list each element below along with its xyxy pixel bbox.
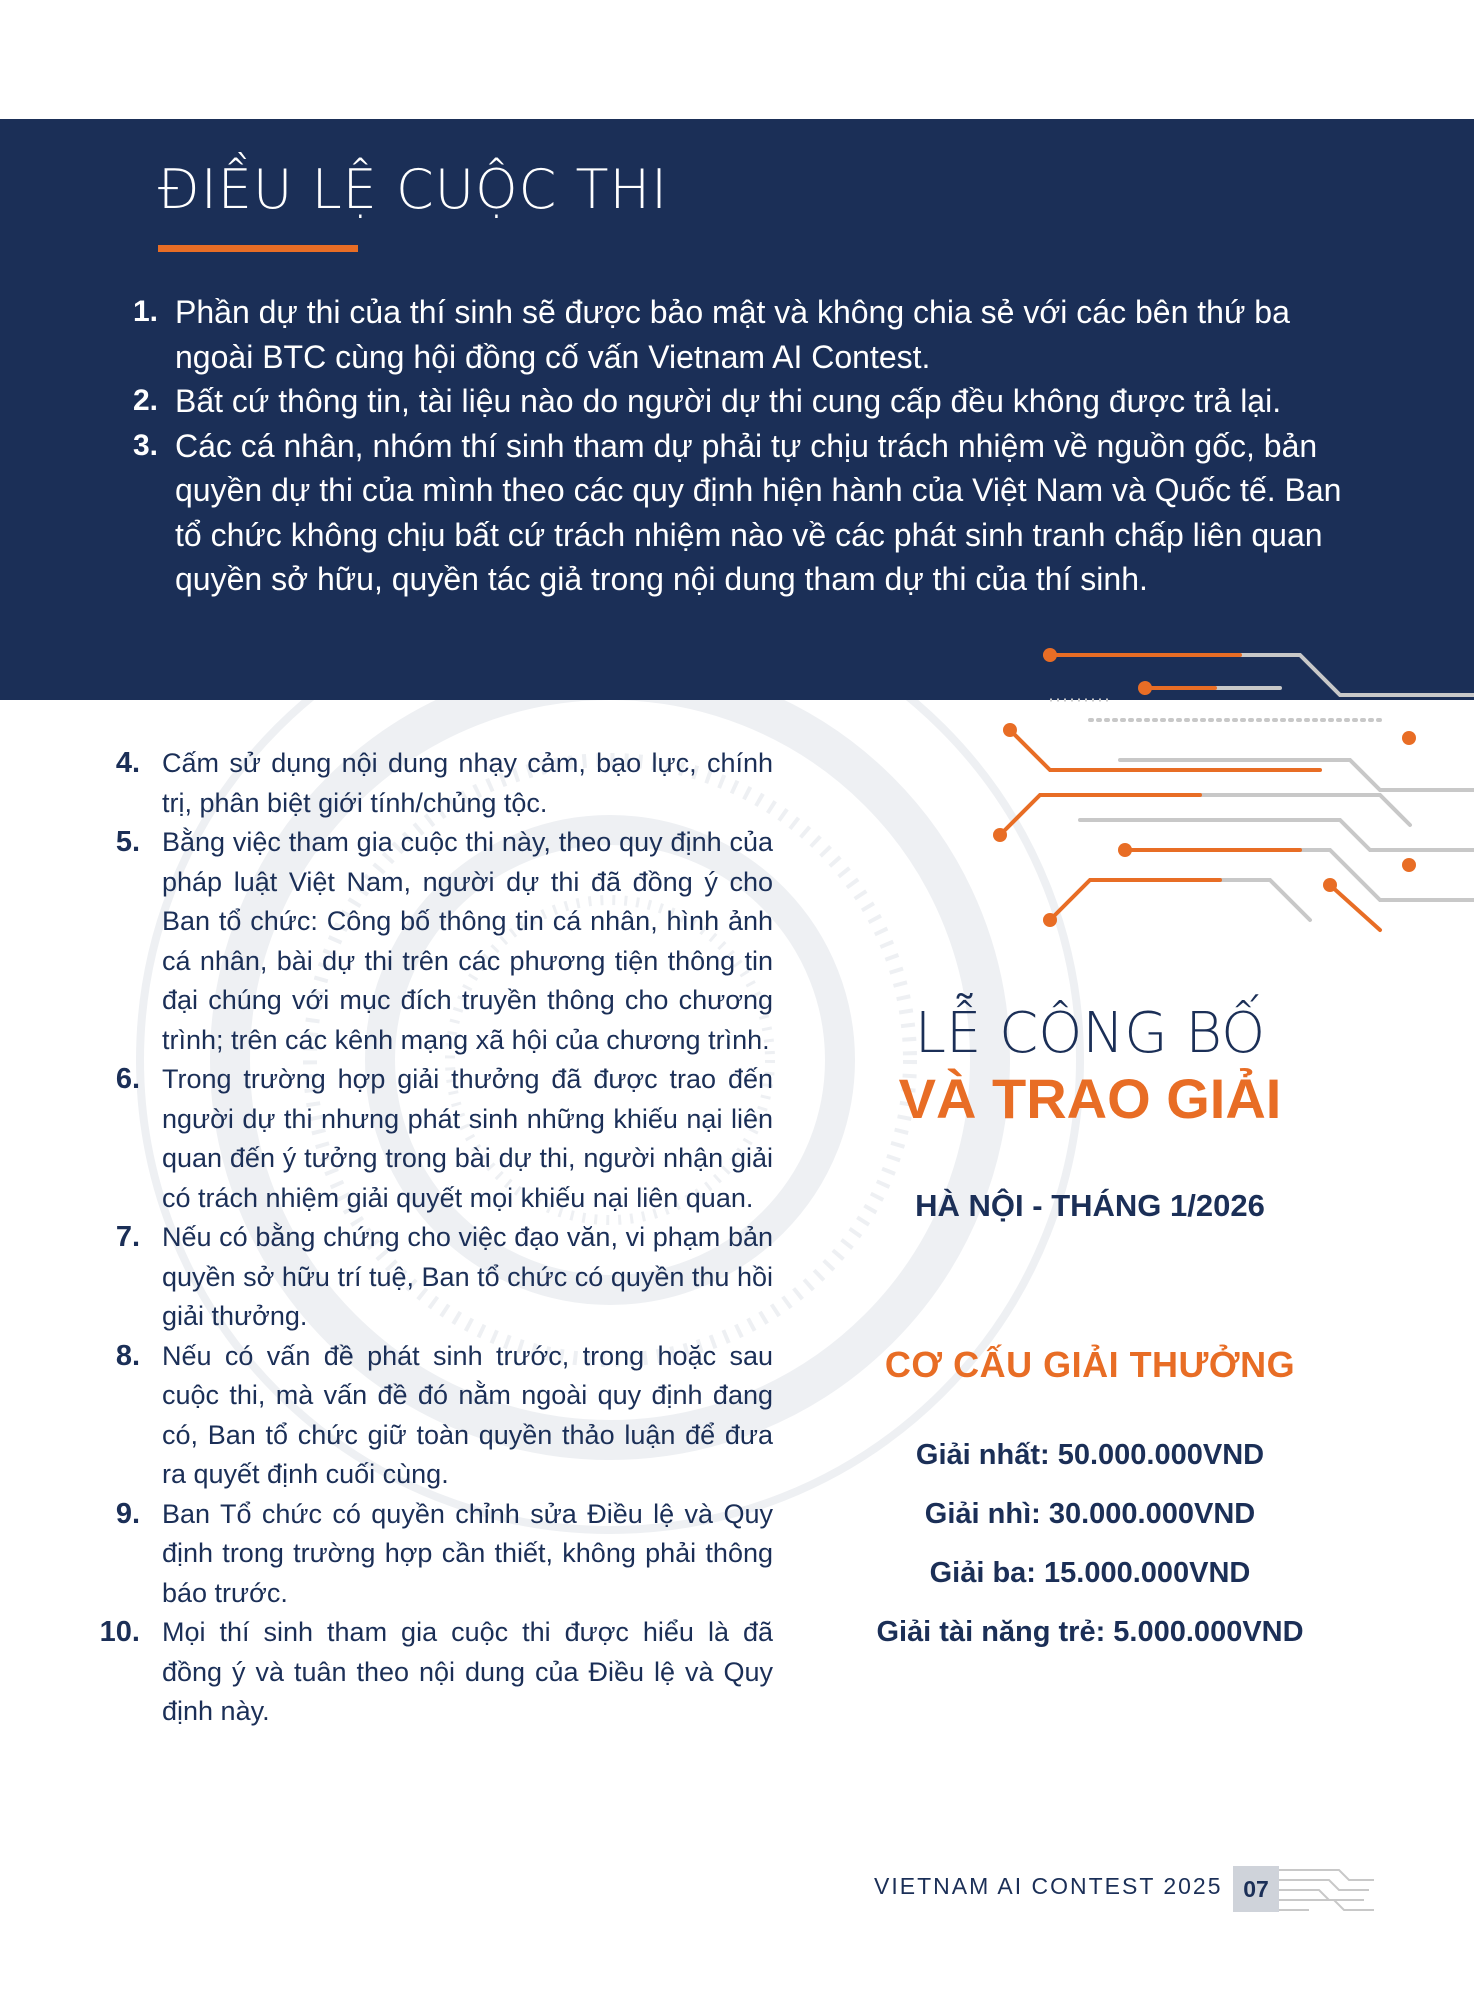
ceremony-section xyxy=(820,1000,1360,1662)
prize-item: Giải nhì: 30.000.000VND xyxy=(924,1498,1256,1531)
event-date: HÀ NỘI - THÁNG 1/2026 xyxy=(915,1188,1265,1224)
circuit-node xyxy=(1323,878,1337,892)
item-text: Bất cứ thông tin, tài liệu nào do người dự thi cung cấp đều không được trả lại. xyxy=(175,383,1282,419)
prize-item: Giải ba: 15.000.000VND xyxy=(929,1557,1251,1590)
circuit-trace xyxy=(1010,730,1320,770)
item-number: 8. xyxy=(115,1339,140,1372)
item-text: Nếu có bằng chứng cho việc đạo văn, vi phạm bản quyền sở hữu trí tuệ, Ban tổ chức có quyền thu hồi giải thưởng. xyxy=(162,1222,773,1331)
item-number: 2. xyxy=(132,384,158,417)
circuit-node xyxy=(1118,843,1132,857)
page-number: 07 xyxy=(1233,1866,1279,1912)
item-text: Trong trường hợp giải thưởng đã được trao đến người dự thi nhưng phát sinh những khiếu nại liên quan đến ý tưởng trong bài dự thi, người nhận giải có trách nhiệm giải quyết mọi khiếu nại liên quan. xyxy=(162,1064,773,1213)
circuit-node xyxy=(1003,723,1017,737)
list-item xyxy=(88,1218,773,1337)
circuit-trace xyxy=(1000,795,1200,835)
prize-item: Giải tài năng trẻ: 5.000.000VND xyxy=(876,1616,1304,1649)
list-item xyxy=(88,1060,773,1218)
circuit-trace xyxy=(1050,880,1220,920)
item-number: 4. xyxy=(115,747,140,779)
ceremony-title-line2: VÀ TRAO GIẢI xyxy=(898,1067,1282,1131)
list-item xyxy=(88,1337,773,1495)
list-item xyxy=(88,823,773,1060)
item-number: 10. xyxy=(99,1616,140,1648)
item-text: Cấm sử dụng nội dung nhạy cảm, bạo lực, chính trị, phân biệt giới tính/chủng tộc. xyxy=(162,748,773,818)
circuit-node xyxy=(1402,858,1416,872)
item-number: 3. xyxy=(132,428,158,462)
circuit-trace xyxy=(1080,820,1474,850)
prize-heading: CƠ CẤU GIẢI THƯỞNG xyxy=(884,1344,1296,1386)
ceremony-title-line1: LỄ CÔNG BỐ xyxy=(914,1001,1266,1066)
prize-list xyxy=(820,1426,1360,1662)
list-item xyxy=(88,744,773,823)
item-text: Các cá nhân, nhóm thí sinh tham dự phải tự chịu trách nhiệm về nguồn gốc, bản quyền dự thi của mình theo các quy định hiện hành của Việt Nam và Quốc tế. Ban tổ chức không chịu bất cứ trách nhiệm nào về các phát sinh tranh chấp liên quan quyền sở hữu, quyền tác giả trong nội dung tham dự thi của thí sinh. xyxy=(175,427,1342,597)
item-text: Mọi thí sinh tham gia cuộc thi được hiểu là đã đồng ý và tuân theo nội dung của Điều lệ và Quy định này. xyxy=(162,1617,773,1726)
item-number: 7. xyxy=(115,1221,140,1253)
item-text: Bằng việc tham gia cuộc thi này, theo quy định của pháp luật Việt Nam, người dự thi đã đồng ý cho Ban tổ chức: Công bố thông tin cá nhân, hình ảnh cá nhân, bài dự thi trên các phương tiện thông tin đại chúng với mục đích truyền thông cho chương trình; trên các kênh mạng xã hội của chương trình. xyxy=(162,827,773,1055)
circuit-node xyxy=(1043,648,1057,662)
circuit-node xyxy=(1402,731,1416,745)
circuit-node xyxy=(993,828,1007,842)
rules-list-left xyxy=(88,744,773,1732)
item-number: 9. xyxy=(115,1497,140,1530)
circuit-node xyxy=(1043,913,1057,927)
item-text: Phần dự thi của thí sinh sẽ được bảo mật và không chia sẻ với các bên thứ ba ngoài BTC cùng hội đồng cố vấn Vietnam AI Contest. xyxy=(175,294,1290,375)
footer-circuit-icon xyxy=(1279,1860,1379,1920)
circuit-trace xyxy=(1120,760,1474,790)
item-number: 5. xyxy=(115,826,140,858)
item-number: 1. xyxy=(132,295,158,328)
prize-item: Giải nhất: 50.000.000VND xyxy=(915,1439,1265,1472)
footer-title: VIETNAM AI CONTEST 2025 xyxy=(874,1873,1223,1899)
item-text: Nếu có vấn đề phát sinh trước, trong hoặc sau cuộc thi, mà vấn đề đó nằm ngoài quy định đang có, Ban tổ chức giữ toàn quyền thảo luận để đưa ra quyết định cuối cùng. xyxy=(162,1340,773,1489)
page-title: ĐIỀU LỆ CUỘC THI xyxy=(158,158,669,221)
list-item xyxy=(88,1613,773,1732)
circuit-trace xyxy=(1200,880,1310,920)
item-number: 6. xyxy=(115,1063,140,1095)
circuit-node xyxy=(1138,681,1152,695)
list-item xyxy=(88,1495,773,1614)
circuit-trace xyxy=(1125,850,1474,900)
item-text: Ban Tổ chức có quyền chỉnh sửa Điều lệ và Quy định trong trường hợp cần thiết, không phải thông báo trước. xyxy=(162,1498,773,1608)
